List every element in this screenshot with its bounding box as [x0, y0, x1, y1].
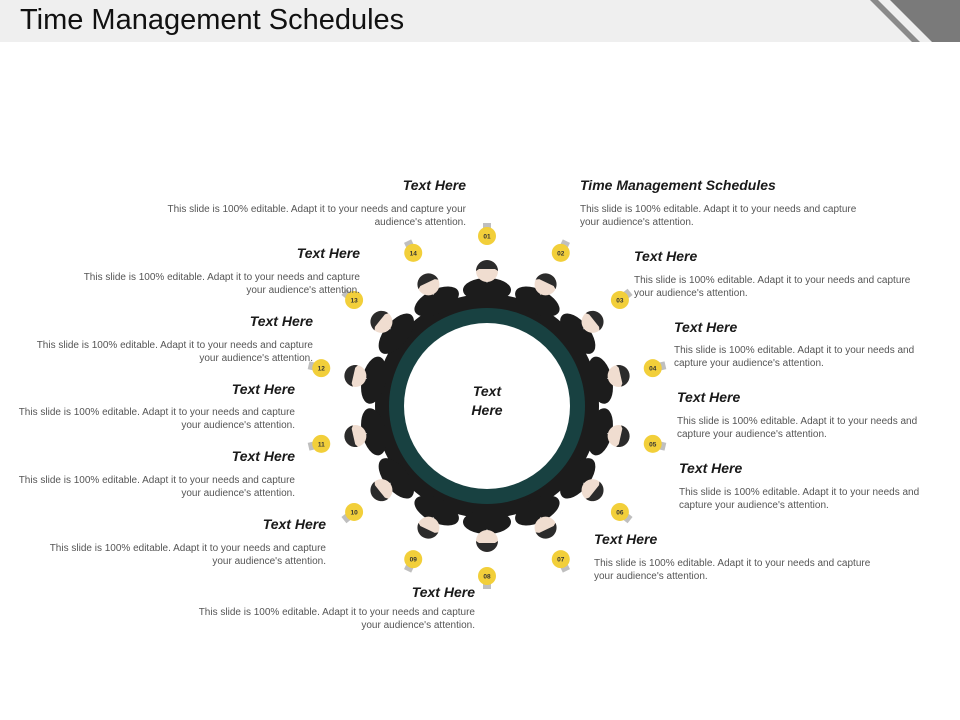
item-05-title: Text Here	[677, 389, 741, 405]
bulb-number: 13	[350, 297, 358, 305]
item-10-title: Text Here	[262, 516, 326, 532]
center-label	[447, 382, 527, 420]
item-12-title: Text Here	[231, 381, 295, 397]
item-06-title: Text Here	[679, 460, 743, 476]
person-05	[583, 406, 666, 458]
item-03-title: Text Here	[634, 248, 698, 264]
bulb-number: 10	[350, 509, 358, 517]
item-05-body: This slide is 100% editable. Adapt it to your needs and capture your audience's attention.	[677, 416, 918, 440]
item-10-body: This slide is 100% editable. Adapt it to your needs and capture your audience's attention.	[18, 475, 295, 499]
person-08	[463, 510, 511, 589]
page-title: Time Management Schedules	[20, 4, 405, 36]
center-label-line-2: Here	[471, 402, 503, 418]
item-04-body: This slide is 100% editable. Adapt it to your needs and capture your audience's attention.	[674, 345, 915, 369]
person-04	[583, 354, 666, 406]
item-11-body: This slide is 100% editable. Adapt it to your needs and capture your audience's attention.	[18, 407, 295, 431]
person-11	[308, 406, 391, 458]
bulb-number: 01	[483, 233, 491, 241]
bulb-number: 09	[409, 556, 417, 564]
bulb-number: 14	[409, 250, 417, 258]
bulb-number: 12	[317, 365, 325, 373]
item-12-body: This slide is 100% editable. Adapt it to your needs and capture your audience's attention.	[36, 340, 313, 364]
center-label-line-1: Text	[472, 383, 502, 399]
bulb-number: 04	[649, 365, 657, 373]
item-02-title: Time Management Schedules	[580, 177, 776, 193]
item-02-body: This slide is 100% editable. Adapt it to your needs and capture your audience's attention.	[580, 204, 857, 228]
item-14-title: Text Here	[296, 245, 360, 261]
item-13-body: This slide is 100% editable. Adapt it to your needs and capture your audience's attention.	[83, 272, 360, 296]
bulb-number: 02	[557, 250, 565, 258]
item-07-title: Text Here	[594, 531, 658, 547]
item-03-body: This slide is 100% editable. Adapt it to your needs and capture your audience's attention.	[634, 275, 911, 299]
item-08-body: This slide is 100% editable. Adapt it to your needs and capture your audience's attention.	[198, 607, 475, 631]
item-06-body: This slide is 100% editable. Adapt it to your needs and capture your audience's attention.	[679, 487, 920, 511]
bulb-number: 07	[557, 556, 565, 564]
item-09-title: Text Here	[411, 584, 475, 600]
item-07-body: This slide is 100% editable. Adapt it to your needs and capture your audience's attention.	[594, 558, 871, 582]
bulb-number: 06	[616, 509, 624, 517]
bulb-number: 11	[317, 441, 325, 449]
item-04-title: Text Here	[674, 319, 738, 335]
bulb-number: 08	[483, 573, 491, 581]
item-01-title: Text Here	[402, 177, 466, 193]
bulb-number: 03	[616, 297, 624, 305]
person-12	[308, 354, 391, 406]
item-13-title: Text Here	[249, 313, 313, 329]
item-11-title: Text Here	[231, 448, 295, 464]
item-01-body: This slide is 100% editable. Adapt it to your needs and capture your audience's attention.	[167, 204, 466, 228]
item-09-body: This slide is 100% editable. Adapt it to your needs and capture your audience's attention.	[49, 543, 326, 567]
person-01	[463, 223, 511, 302]
bulb-number: 05	[649, 441, 657, 449]
